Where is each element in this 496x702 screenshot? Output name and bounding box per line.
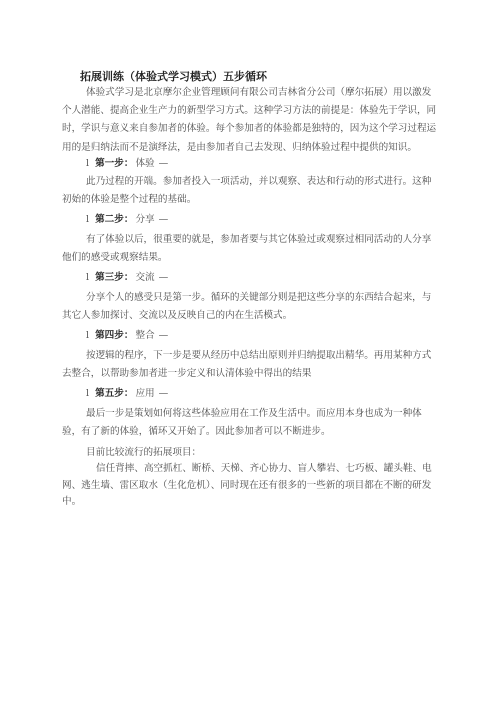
step-5-text: 最后一步是策划如何将这些体验应用在工作及生活中。而应用本身也成为一种体验，有了新的体验，循环又开始了。因此参加者可以不断进步。	[62, 408, 422, 438]
step-4-heading	[86, 328, 168, 344]
step-name: 交流	[135, 272, 155, 283]
step-2-heading	[86, 212, 168, 228]
step-label: 第三步：	[95, 272, 134, 283]
step-2-text: 有了体验以后，很重要的就是，参加者要与其它体验过或观察过相同活动的人分享他们的感受或观察结果。	[62, 234, 432, 264]
projects-heading: 目前比较流行的拓展项目：	[86, 447, 202, 458]
step-bullet: l	[86, 272, 90, 283]
step-dash: —	[158, 272, 169, 283]
step-bullet: l	[86, 388, 90, 399]
step-3-text: 分享个人的感受只是第一步。循环的关键部分则是把这些分享的东西结合起来，与其它人参加探讨、交流以及反映自己的内在生活模式。	[62, 292, 432, 322]
page-title: 拓展训练（体验式学习模式）五步循环	[80, 70, 267, 83]
step-label: 第一步：	[95, 158, 134, 169]
step-label: 第二步：	[95, 214, 134, 225]
step-bullet: l	[86, 214, 90, 225]
step-name: 整合	[135, 330, 155, 341]
step-4-text: 按逻辑的程序，下一步是要从经历中总结出原则并归纳提取出精华。再用某种方式去整合，以帮助参加者进一步定义和认清体验中得出的结果	[62, 350, 432, 380]
step-dash: —	[158, 214, 169, 225]
step-name: 应用	[135, 388, 155, 399]
step-bullet: l	[86, 158, 90, 169]
step-label: 第四步：	[95, 330, 134, 341]
step-dash: —	[158, 158, 169, 169]
step-dash: —	[158, 388, 169, 399]
step-bullet: l	[86, 330, 90, 341]
step-name: 分享	[135, 214, 155, 225]
intro-paragraph: 体验式学习是北京摩尔企业管理顾问有限公司吉林省分公司（摩尔拓展）用以激发个人潜能、提高企业生产力的新型学习方式。这种学习方法的前提是：体验先于学识，同时，学识与意义来自参加者的体验。每个参加者的体验都是独特的，因为这个学习过程运用的是归纳法而不是演绎法，是由参加者自己去发现、归纳体验过程中提供的知识。	[62, 87, 437, 153]
projects-list: 信任背摔、高空抓杠、断桥、天梯、齐心协力、盲人攀岩、七巧板、罐头鞋、电网、逃生墙、雷区取水（生化危机）、同时现在还有很多的一些新的项目都在不断的研发中。	[62, 463, 432, 507]
step-1-text: 此乃过程的开端。参加者投入一项活动，并以观察、表达和行动的形式进行。这种初始的体验是整个过程的基础。	[62, 176, 432, 206]
step-label: 第五步：	[95, 388, 134, 399]
step-name: 体验	[135, 158, 155, 169]
step-1-heading	[86, 156, 168, 172]
step-3-heading	[86, 270, 168, 286]
step-dash: —	[158, 330, 169, 341]
step-5-heading	[86, 386, 168, 402]
